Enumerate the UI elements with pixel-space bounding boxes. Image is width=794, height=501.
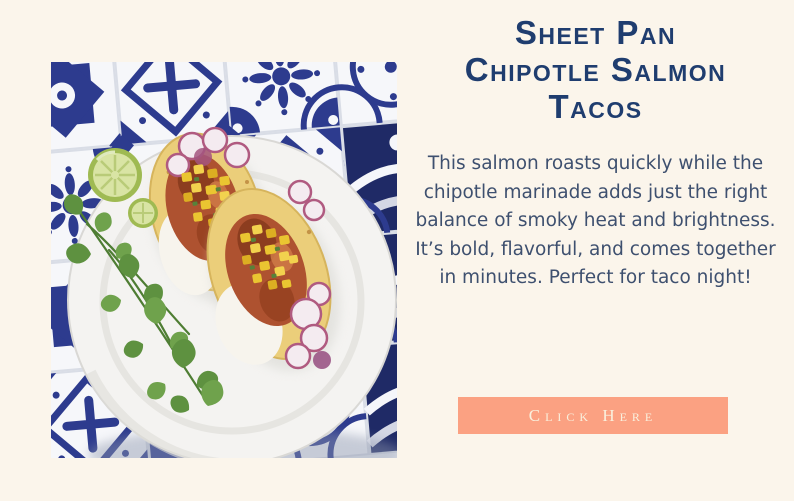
recipe-description: This salmon roasts quickly while the chipotle marinade adds just the right balance of smoky heat and brightness. It’s bold, flavorful, and comes together in minutes. Perfect for taco night!: [415, 153, 776, 288]
lime-wedge: [128, 198, 158, 228]
tacos-photo-illustration: [51, 62, 397, 458]
lime-half: [88, 148, 142, 202]
title-line: Sheet Pan: [514, 14, 677, 51]
title-line: Tacos: [548, 88, 643, 125]
tacos-photo: [51, 62, 397, 458]
page-title: [405, 14, 786, 125]
title-line: Chipotle Salmon: [464, 51, 727, 88]
click-here-button[interactable]: Click Here: [458, 397, 728, 434]
